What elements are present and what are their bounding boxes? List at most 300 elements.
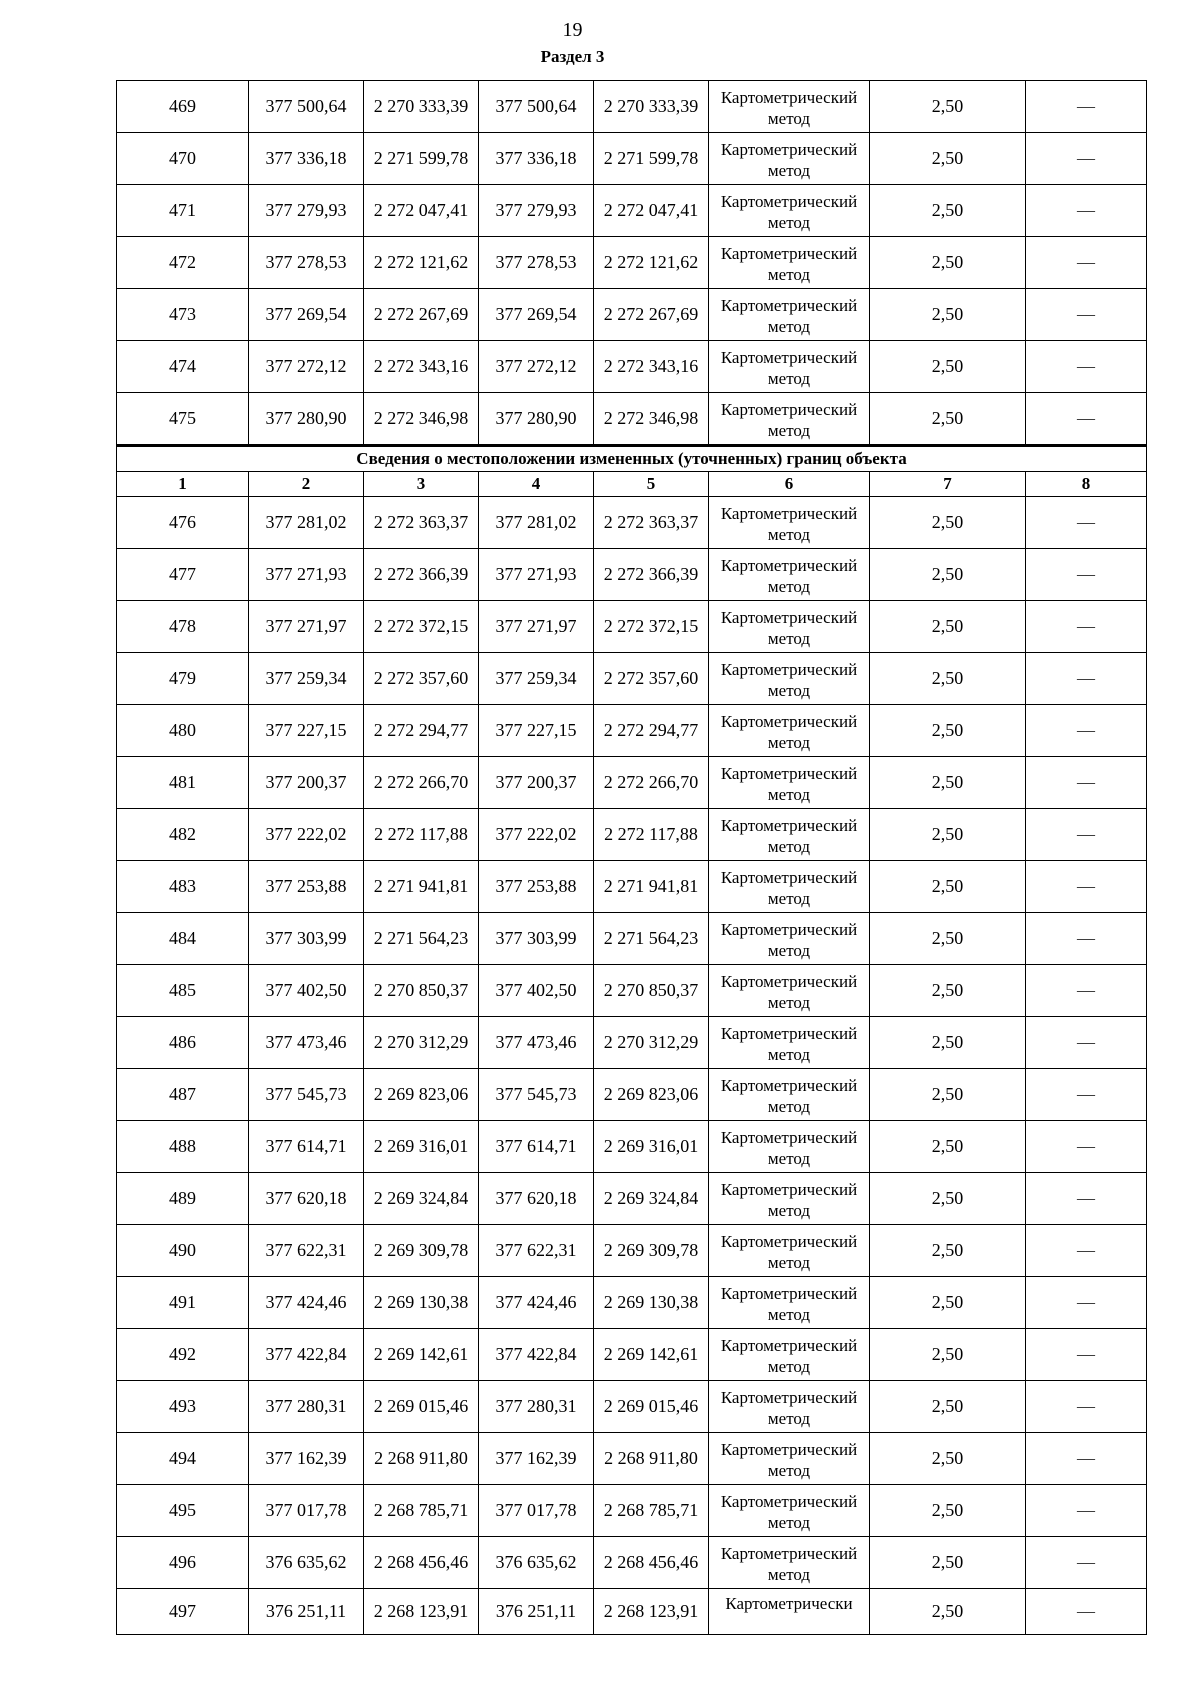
y-before-cell: 2 270 333,39 — [364, 81, 479, 133]
description-cell: — — [1026, 1173, 1147, 1225]
table-row — [117, 965, 1147, 1017]
point-number-cell: 485 — [117, 965, 249, 1017]
accuracy-cell: 2,50 — [870, 1589, 1026, 1635]
description-cell: — — [1026, 965, 1147, 1017]
x-before-cell: 377 272,12 — [249, 341, 364, 393]
x-before-cell: 377 200,37 — [249, 757, 364, 809]
description-cell: — — [1026, 185, 1147, 237]
point-number-cell: 483 — [117, 861, 249, 913]
x-after-cell: 377 269,54 — [479, 289, 594, 341]
determination-method-cell — [709, 809, 870, 861]
accuracy-cell: 2,50 — [870, 1329, 1026, 1381]
y-after-cell: 2 270 312,29 — [594, 1017, 709, 1069]
method-text: Картометрический метод — [720, 815, 858, 856]
column-number: 3 — [364, 472, 479, 497]
point-number-cell: 486 — [117, 1017, 249, 1069]
table-caption: Сведения о местоположении измененных (уточненных) границ объекта — [117, 446, 1147, 472]
x-before-cell: 377 227,15 — [249, 705, 364, 757]
x-after-cell: 377 622,31 — [479, 1225, 594, 1277]
method-text: Картометрический метод — [720, 1543, 858, 1584]
x-after-cell: 377 200,37 — [479, 757, 594, 809]
x-after-cell: 377 500,64 — [479, 81, 594, 133]
description-cell: — — [1026, 1225, 1147, 1277]
table-row — [117, 1017, 1147, 1069]
section-title: Раздел 3 — [540, 47, 605, 66]
point-number-cell: 482 — [117, 809, 249, 861]
y-before-cell: 2 272 363,37 — [364, 497, 479, 549]
accuracy-cell: 2,50 — [870, 809, 1026, 861]
y-before-cell: 2 268 456,46 — [364, 1537, 479, 1589]
description-cell: — — [1026, 549, 1147, 601]
determination-method-cell — [709, 965, 870, 1017]
table-row — [117, 1173, 1147, 1225]
determination-method-cell — [709, 133, 870, 185]
x-before-cell: 377 303,99 — [249, 913, 364, 965]
point-number-cell: 494 — [117, 1433, 249, 1485]
point-number-cell: 474 — [117, 341, 249, 393]
y-after-cell: 2 268 785,71 — [594, 1485, 709, 1537]
y-before-cell: 2 272 267,69 — [364, 289, 479, 341]
point-number-cell: 490 — [117, 1225, 249, 1277]
method-text: Картометрический метод — [720, 295, 858, 336]
point-number-cell: 493 — [117, 1381, 249, 1433]
description-cell: — — [1026, 1381, 1147, 1433]
x-before-cell: 377 271,93 — [249, 549, 364, 601]
x-before-cell: 377 500,64 — [249, 81, 364, 133]
table-row — [117, 185, 1147, 237]
table-row — [117, 289, 1147, 341]
accuracy-cell: 2,50 — [870, 705, 1026, 757]
point-number-cell: 475 — [117, 393, 249, 446]
y-after-cell: 2 268 123,91 — [594, 1589, 709, 1635]
accuracy-cell: 2,50 — [870, 653, 1026, 705]
x-before-cell: 377 279,93 — [249, 185, 364, 237]
y-before-cell: 2 272 117,88 — [364, 809, 479, 861]
table-row — [117, 1329, 1147, 1381]
description-cell: — — [1026, 341, 1147, 393]
x-after-cell: 377 271,97 — [479, 601, 594, 653]
method-text: Картометрический метод — [720, 1491, 858, 1532]
accuracy-cell: 2,50 — [870, 1069, 1026, 1121]
x-after-cell: 377 303,99 — [479, 913, 594, 965]
x-before-cell: 376 251,11 — [249, 1589, 364, 1635]
method-text: Картометрический метод — [720, 1127, 858, 1168]
y-before-cell: 2 269 316,01 — [364, 1121, 479, 1173]
description-cell: — — [1026, 757, 1147, 809]
table-row — [117, 757, 1147, 809]
y-before-cell: 2 272 366,39 — [364, 549, 479, 601]
determination-method-cell — [709, 1173, 870, 1225]
accuracy-cell: 2,50 — [870, 1277, 1026, 1329]
table-row — [117, 549, 1147, 601]
table-row — [117, 341, 1147, 393]
accuracy-cell: 2,50 — [870, 341, 1026, 393]
method-text: Картометрический метод — [720, 243, 858, 284]
x-after-cell: 376 635,62 — [479, 1537, 594, 1589]
x-before-cell: 377 402,50 — [249, 965, 364, 1017]
method-text: Картометрический метод — [720, 867, 858, 908]
column-number: 8 — [1026, 472, 1147, 497]
point-number-cell: 487 — [117, 1069, 249, 1121]
y-before-cell: 2 272 343,16 — [364, 341, 479, 393]
method-text: Картометрический метод — [720, 1439, 858, 1480]
table-row — [117, 1433, 1147, 1485]
accuracy-cell: 2,50 — [870, 1537, 1026, 1589]
y-before-cell: 2 270 850,37 — [364, 965, 479, 1017]
x-after-cell: 377 424,46 — [479, 1277, 594, 1329]
x-after-cell: 377 272,12 — [479, 341, 594, 393]
determination-method-cell — [709, 549, 870, 601]
x-before-cell: 377 622,31 — [249, 1225, 364, 1277]
method-text: Картометрический метод — [720, 191, 858, 232]
y-after-cell: 2 272 357,60 — [594, 653, 709, 705]
point-number-cell: 477 — [117, 549, 249, 601]
method-text: Картометрический метод — [720, 1387, 858, 1428]
accuracy-cell: 2,50 — [870, 965, 1026, 1017]
x-after-cell: 377 422,84 — [479, 1329, 594, 1381]
y-before-cell: 2 272 357,60 — [364, 653, 479, 705]
y-before-cell: 2 268 123,91 — [364, 1589, 479, 1635]
accuracy-cell: 2,50 — [870, 393, 1026, 446]
y-after-cell: 2 269 316,01 — [594, 1121, 709, 1173]
determination-method-cell — [709, 1069, 870, 1121]
column-numbers-row — [117, 472, 1147, 497]
point-number-cell: 471 — [117, 185, 249, 237]
y-before-cell: 2 270 312,29 — [364, 1017, 479, 1069]
table-row — [117, 861, 1147, 913]
y-before-cell: 2 269 142,61 — [364, 1329, 479, 1381]
method-text: Картометрически — [725, 1594, 853, 1613]
point-number-cell: 481 — [117, 757, 249, 809]
accuracy-cell: 2,50 — [870, 601, 1026, 653]
x-before-cell: 377 281,02 — [249, 497, 364, 549]
x-before-cell: 376 635,62 — [249, 1537, 364, 1589]
method-text: Картометрический метод — [720, 555, 858, 596]
accuracy-cell: 2,50 — [870, 1173, 1026, 1225]
table-row — [117, 1121, 1147, 1173]
y-after-cell: 2 268 456,46 — [594, 1537, 709, 1589]
x-before-cell: 377 278,53 — [249, 237, 364, 289]
point-number-cell: 479 — [117, 653, 249, 705]
point-number-cell: 489 — [117, 1173, 249, 1225]
point-number-cell: 480 — [117, 705, 249, 757]
accuracy-cell: 2,50 — [870, 1017, 1026, 1069]
accuracy-cell: 2,50 — [870, 133, 1026, 185]
description-cell: — — [1026, 289, 1147, 341]
y-after-cell: 2 272 366,39 — [594, 549, 709, 601]
y-before-cell: 2 269 324,84 — [364, 1173, 479, 1225]
y-after-cell: 2 269 309,78 — [594, 1225, 709, 1277]
x-before-cell: 377 259,34 — [249, 653, 364, 705]
y-after-cell: 2 272 372,15 — [594, 601, 709, 653]
y-after-cell: 2 269 015,46 — [594, 1381, 709, 1433]
y-before-cell: 2 271 599,78 — [364, 133, 479, 185]
method-text: Картометрический метод — [720, 87, 858, 128]
y-after-cell: 2 272 294,77 — [594, 705, 709, 757]
determination-method-cell — [709, 653, 870, 705]
description-cell: — — [1026, 1433, 1147, 1485]
determination-method-cell — [709, 185, 870, 237]
x-after-cell: 376 251,11 — [479, 1589, 594, 1635]
y-after-cell: 2 272 363,37 — [594, 497, 709, 549]
accuracy-cell: 2,50 — [870, 861, 1026, 913]
x-after-cell: 377 259,34 — [479, 653, 594, 705]
determination-method-cell — [709, 1225, 870, 1277]
method-text: Картометрический метод — [720, 1075, 858, 1116]
page-number: 19 — [562, 19, 583, 41]
point-number-cell: 495 — [117, 1485, 249, 1537]
x-before-cell: 377 280,90 — [249, 393, 364, 446]
y-after-cell: 2 269 130,38 — [594, 1277, 709, 1329]
x-after-cell: 377 473,46 — [479, 1017, 594, 1069]
x-before-cell: 377 614,71 — [249, 1121, 364, 1173]
table-row — [117, 133, 1147, 185]
description-cell: — — [1026, 705, 1147, 757]
x-before-cell: 377 017,78 — [249, 1485, 364, 1537]
determination-method-cell — [709, 861, 870, 913]
accuracy-cell: 2,50 — [870, 497, 1026, 549]
method-text: Картометрический метод — [720, 347, 858, 388]
determination-method-cell — [709, 393, 870, 446]
table-row — [117, 653, 1147, 705]
x-before-cell: 377 473,46 — [249, 1017, 364, 1069]
determination-method-cell — [709, 705, 870, 757]
x-after-cell: 377 253,88 — [479, 861, 594, 913]
x-before-cell: 377 162,39 — [249, 1433, 364, 1485]
determination-method-cell — [709, 1017, 870, 1069]
table-row — [117, 913, 1147, 965]
determination-method-cell — [709, 289, 870, 341]
rows-before-caption — [117, 81, 1147, 446]
accuracy-cell: 2,50 — [870, 1225, 1026, 1277]
x-after-cell: 377 222,02 — [479, 809, 594, 861]
accuracy-cell: 2,50 — [870, 1121, 1026, 1173]
determination-method-cell — [709, 757, 870, 809]
description-cell: — — [1026, 1121, 1147, 1173]
y-after-cell: 2 272 117,88 — [594, 809, 709, 861]
y-after-cell: 2 270 333,39 — [594, 81, 709, 133]
x-after-cell: 377 162,39 — [479, 1433, 594, 1485]
method-text: Картометрический метод — [720, 1231, 858, 1272]
y-before-cell: 2 271 564,23 — [364, 913, 479, 965]
x-after-cell: 377 336,18 — [479, 133, 594, 185]
y-after-cell: 2 271 599,78 — [594, 133, 709, 185]
point-number-cell: 491 — [117, 1277, 249, 1329]
description-cell: — — [1026, 497, 1147, 549]
table-row — [117, 601, 1147, 653]
description-cell: — — [1026, 809, 1147, 861]
y-before-cell: 2 272 294,77 — [364, 705, 479, 757]
description-cell: — — [1026, 1069, 1147, 1121]
table-row — [117, 1485, 1147, 1537]
x-after-cell: 377 279,93 — [479, 185, 594, 237]
y-after-cell: 2 269 142,61 — [594, 1329, 709, 1381]
accuracy-cell: 2,50 — [870, 1381, 1026, 1433]
description-cell: — — [1026, 861, 1147, 913]
determination-method-cell — [709, 913, 870, 965]
accuracy-cell: 2,50 — [870, 549, 1026, 601]
column-number: 4 — [479, 472, 594, 497]
y-after-cell: 2 272 343,16 — [594, 341, 709, 393]
determination-method-cell — [709, 1381, 870, 1433]
y-before-cell: 2 272 346,98 — [364, 393, 479, 446]
point-number-cell: 470 — [117, 133, 249, 185]
method-text: Картометрический метод — [720, 919, 858, 960]
point-number-cell: 476 — [117, 497, 249, 549]
method-text: Картометрический метод — [720, 607, 858, 648]
determination-method-cell — [709, 1537, 870, 1589]
determination-method-cell — [709, 81, 870, 133]
table-row — [117, 497, 1147, 549]
y-before-cell: 2 269 015,46 — [364, 1381, 479, 1433]
y-before-cell: 2 272 121,62 — [364, 237, 479, 289]
method-text: Картометрический метод — [720, 763, 858, 804]
determination-method-cell — [709, 1121, 870, 1173]
point-number-cell: 496 — [117, 1537, 249, 1589]
x-after-cell: 377 620,18 — [479, 1173, 594, 1225]
x-after-cell: 377 545,73 — [479, 1069, 594, 1121]
description-cell: — — [1026, 237, 1147, 289]
x-before-cell: 377 253,88 — [249, 861, 364, 913]
determination-method-cell — [709, 497, 870, 549]
determination-method-cell — [709, 1277, 870, 1329]
determination-method-cell — [709, 341, 870, 393]
accuracy-cell: 2,50 — [870, 289, 1026, 341]
point-number-cell: 469 — [117, 81, 249, 133]
x-after-cell: 377 280,90 — [479, 393, 594, 446]
y-after-cell: 2 272 121,62 — [594, 237, 709, 289]
method-text: Картометрический метод — [720, 1179, 858, 1220]
description-cell: — — [1026, 81, 1147, 133]
x-before-cell: 377 424,46 — [249, 1277, 364, 1329]
determination-method-cell — [709, 1329, 870, 1381]
rows-after-caption — [117, 497, 1147, 1635]
y-after-cell: 2 272 267,69 — [594, 289, 709, 341]
x-before-cell: 377 545,73 — [249, 1069, 364, 1121]
column-number: 1 — [117, 472, 249, 497]
y-after-cell: 2 272 346,98 — [594, 393, 709, 446]
caption-block — [117, 446, 1147, 497]
x-before-cell: 377 336,18 — [249, 133, 364, 185]
description-cell: — — [1026, 601, 1147, 653]
accuracy-cell: 2,50 — [870, 185, 1026, 237]
point-number-cell: 497 — [117, 1589, 249, 1635]
method-text: Картометрический метод — [720, 1023, 858, 1064]
description-cell: — — [1026, 913, 1147, 965]
description-cell: — — [1026, 1017, 1147, 1069]
x-after-cell: 377 614,71 — [479, 1121, 594, 1173]
y-before-cell: 2 269 130,38 — [364, 1277, 479, 1329]
table-row — [117, 1277, 1147, 1329]
y-after-cell: 2 269 823,06 — [594, 1069, 709, 1121]
column-number: 6 — [709, 472, 870, 497]
method-text: Картометрический метод — [720, 971, 858, 1012]
column-number: 5 — [594, 472, 709, 497]
y-after-cell: 2 272 047,41 — [594, 185, 709, 237]
y-after-cell: 2 270 850,37 — [594, 965, 709, 1017]
table-row — [117, 1069, 1147, 1121]
point-number-cell: 472 — [117, 237, 249, 289]
table-row — [117, 393, 1147, 446]
x-after-cell: 377 281,02 — [479, 497, 594, 549]
x-after-cell: 377 017,78 — [479, 1485, 594, 1537]
method-text: Картометрический метод — [720, 399, 858, 440]
accuracy-cell: 2,50 — [870, 757, 1026, 809]
caption-row — [117, 446, 1147, 472]
description-cell: — — [1026, 1589, 1147, 1635]
y-after-cell: 2 271 941,81 — [594, 861, 709, 913]
point-number-cell: 484 — [117, 913, 249, 965]
description-cell: — — [1026, 653, 1147, 705]
y-before-cell: 2 271 941,81 — [364, 861, 479, 913]
y-before-cell: 2 269 823,06 — [364, 1069, 479, 1121]
point-number-cell: 478 — [117, 601, 249, 653]
table-row — [117, 1589, 1147, 1635]
table-row — [117, 705, 1147, 757]
method-text: Картометрический метод — [720, 711, 858, 752]
x-after-cell: 377 402,50 — [479, 965, 594, 1017]
x-before-cell: 377 269,54 — [249, 289, 364, 341]
y-after-cell: 2 272 266,70 — [594, 757, 709, 809]
x-after-cell: 377 280,31 — [479, 1381, 594, 1433]
description-cell: — — [1026, 393, 1147, 446]
accuracy-cell: 2,50 — [870, 1433, 1026, 1485]
point-number-cell: 492 — [117, 1329, 249, 1381]
description-cell: — — [1026, 1485, 1147, 1537]
description-cell: — — [1026, 1537, 1147, 1589]
column-number: 7 — [870, 472, 1026, 497]
y-before-cell: 2 272 266,70 — [364, 757, 479, 809]
determination-method-cell — [709, 1433, 870, 1485]
description-cell: — — [1026, 1329, 1147, 1381]
determination-method-cell — [709, 237, 870, 289]
point-number-cell: 473 — [117, 289, 249, 341]
determination-method-cell — [709, 601, 870, 653]
method-text: Картометрический метод — [720, 139, 858, 180]
y-after-cell: 2 269 324,84 — [594, 1173, 709, 1225]
x-after-cell: 377 271,93 — [479, 549, 594, 601]
accuracy-cell: 2,50 — [870, 237, 1026, 289]
y-before-cell: 2 269 309,78 — [364, 1225, 479, 1277]
accuracy-cell: 2,50 — [870, 81, 1026, 133]
y-after-cell: 2 271 564,23 — [594, 913, 709, 965]
method-text: Картометрический метод — [720, 503, 858, 544]
method-text: Картометрический метод — [720, 1283, 858, 1324]
accuracy-cell: 2,50 — [870, 913, 1026, 965]
y-before-cell: 2 272 372,15 — [364, 601, 479, 653]
y-after-cell: 2 268 911,80 — [594, 1433, 709, 1485]
determination-method-cell — [709, 1589, 870, 1635]
y-before-cell: 2 268 785,71 — [364, 1485, 479, 1537]
column-number: 2 — [249, 472, 364, 497]
x-before-cell: 377 271,97 — [249, 601, 364, 653]
x-before-cell: 377 280,31 — [249, 1381, 364, 1433]
table-row — [117, 1537, 1147, 1589]
point-number-cell: 488 — [117, 1121, 249, 1173]
y-before-cell: 2 268 911,80 — [364, 1433, 479, 1485]
table-row — [117, 1381, 1147, 1433]
description-cell: — — [1026, 133, 1147, 185]
table-row — [117, 809, 1147, 861]
x-after-cell: 377 278,53 — [479, 237, 594, 289]
table-row — [117, 1225, 1147, 1277]
y-before-cell: 2 272 047,41 — [364, 185, 479, 237]
x-after-cell: 377 227,15 — [479, 705, 594, 757]
x-before-cell: 377 422,84 — [249, 1329, 364, 1381]
x-before-cell: 377 620,18 — [249, 1173, 364, 1225]
accuracy-cell: 2,50 — [870, 1485, 1026, 1537]
table-row — [117, 81, 1147, 133]
